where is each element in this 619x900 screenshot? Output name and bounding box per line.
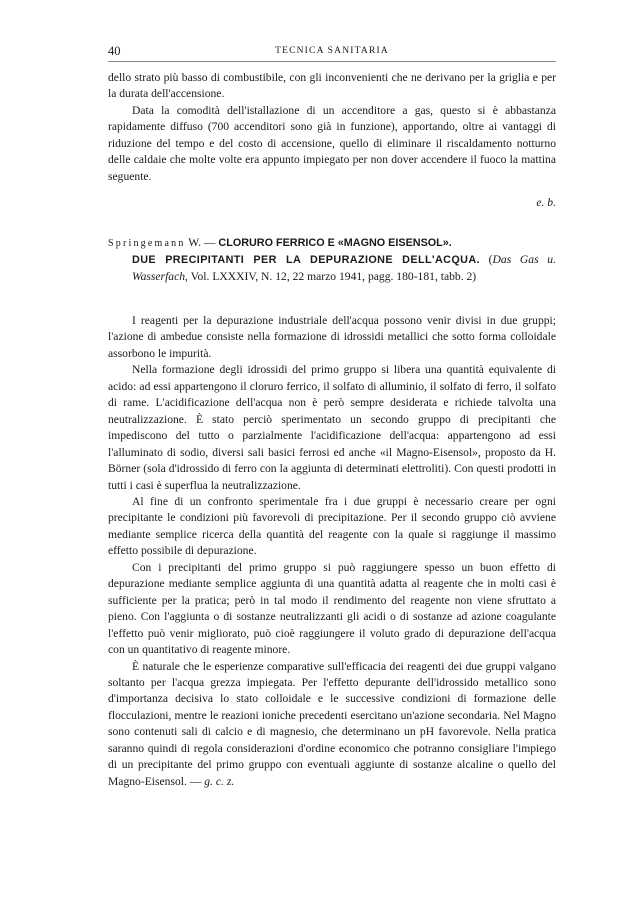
previous-article-signature: e. b.: [536, 196, 556, 209]
review-paragraph: Con i precipitanti del primo gruppo si può raggiungere spesso un buon effetto di depurazione mediante semplice aggiunta di una quantità adatta al reagente che in molti casi è sufficiente per la pratica; però in tal modo il rendimento del reagente non viene sfruttato a pieno. Con l'aggiunta o di sostanze neutralizzanti gli acidi o di sostanze ad azione coagulante l'effetto può venir migliorato, può cioè raggiungere il voluto grado di depurazione dell'acqua con un quantitativo di reagente minore.: [108, 560, 556, 657]
review-author: Springemann: [108, 238, 186, 249]
review-heading-continuation: [108, 252, 556, 285]
review-author-initial: W. —: [188, 236, 216, 249]
continuation-paragraph: Data la comodità dell'istallazione di un accenditore a gas, questo si è abbastanza rapidamente diffuso (700 accenditori sono già in funzione), apportando, oltre ai vantaggi di riduzione del tempo e del costo di accensione, quello di eliminare il riscaldamento notturno delle caldaie che molte volte era appunto impiegato per non dover accendere il fuoco la mattina seguente.: [108, 103, 556, 183]
review-paragraph-text: È naturale che le esperienze comparative sull'efficacia dei reagenti dei due gruppi valgano soltanto per l'acqua grezza impiegata. Per l'effetto depurante dell'idrossido metallico sono d'importanza decisiva lo stato colloidale e le successive condizioni di formazione delle flocculazioni, mentre le reazioni ioniche precedenti esercitano un'azione secondaria. Nel Magno sono contenuti sali di calcio e di magnesio, che determinano un pH favorevole. Nella pratica saranno quindi di regola considerazioni d'ordine economico che potranno consigliare l'impiego di un precipitante del primo gruppo con eventuali aggiunte di sostanze alcaline o quello del Magno-Eisensol. —: [108, 659, 556, 788]
page-number: 40: [108, 44, 121, 58]
review-paragraph-last: [108, 659, 556, 791]
journal-name: Das Gas u. Wasserfach: [132, 253, 556, 283]
header-rule: [108, 61, 556, 62]
running-title: TECNICA SANITARIA: [275, 46, 389, 56]
running-head: [108, 44, 556, 58]
review-paragraph: Nella formazione degli idrossidi del primo gruppo si libera una quantità equivalente di acido: ad essi appartengono il cloruro ferrico, il solfato di alluminio, il solfato di ferro, il solfato di rame. L'acidificazione dell'acqua non è però sempre desiderata e richiede talvolta una neutralizzazione. È stato perciò sperimentato un secondo gruppo di precipitanti che impediscono del tutto o parzialmente l'acidificazione dell'acqua: appartengono ad essi l'alluminato di sodio, diversi sali basici ferrosi ed anche «il Magno-Eisensol», proposto da H. Börner (sola d'idrossido di ferro con la aggiunta di determinati elettroliti). Con questi prodotti in tutti i casi è superflua la neutralizzazione.: [108, 363, 556, 492]
review-signature: g. c. z.: [204, 774, 235, 788]
review-heading: [108, 235, 556, 285]
previous-article-continuation: [108, 70, 556, 185]
review-paragraph: Al fine di un confronto sperimentale fra i due gruppi è necessario creare per ogni precipitante le condizioni più favorevoli di precipitazione. Per il secondo gruppo ciò avviene mediante semplice ricerca della quantità del reagente con la quale si raggiunge il massimo effetto possibile di depurazione.: [108, 494, 556, 558]
review-heading-first-line: [108, 235, 556, 252]
review-paragraph: I reagenti per la depurazione industriale dell'acqua possono venir divisi in due gruppi; l'azione di ambedue consiste nella formazione di idrossidi metallici che sotto forma colloidale assorbono le impurità.: [108, 314, 556, 360]
continuation-paragraph: dello strato più basso di combustibile, con gli inconvenienti che ne derivano per la griglia e per la durata dell'accensione.: [108, 71, 556, 101]
review-body: [108, 313, 556, 790]
citation-details: , Vol. LXXXIV, N. 12, 22 marzo 1941, pagg. 180-181, tabb. 2): [185, 269, 477, 283]
review-title-part1: CLORURO FERRICO E «MAGNO EISENSOL».: [218, 237, 452, 249]
citation-open-paren: (: [488, 253, 493, 267]
review-title-part2: DUE PRECIPITANTI PER LA DEPURAZIONE DELL'ACQUA.: [132, 254, 480, 267]
